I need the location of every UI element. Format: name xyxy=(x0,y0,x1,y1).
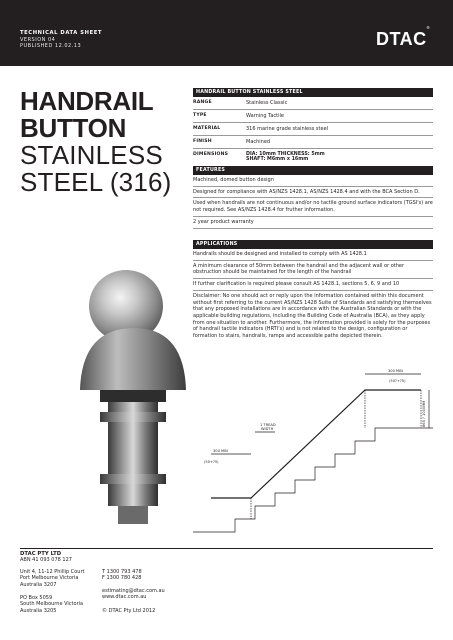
diagram-label-tread-2: WIDTH xyxy=(261,427,274,431)
footer-address xyxy=(20,569,85,588)
doc-published: PUBLISHED 12.02.13 xyxy=(20,43,82,49)
spec-row-type xyxy=(193,110,433,123)
header-bar xyxy=(0,0,453,66)
company-abn: ABN 41 093 078 127 xyxy=(20,557,72,564)
spec-row-range xyxy=(193,97,433,110)
cap-base xyxy=(100,390,166,402)
diagram-label-angle: (50?+?5) xyxy=(389,379,406,383)
dimensions-line-2: SHAFT: M6mm x 16mm xyxy=(246,157,309,162)
spec-value: Stainless Classic xyxy=(246,100,288,106)
disclaimer: Disclaimer: No one should act or reply upon the information contained within this document without first referring to the current AS/NZS 1428 Suite of Standards and satisfying themselves that any proposed installations are in accordance with the Australian Standards or with the applicable building regulations, including the Building Code of Australia (BCA), as they apply from one situation to another. Furthermore, the information provided is solely for the purposes of handrail tactile indicators (HRTI's) and is not related to the design, configuration or formation to stairs, handrails, ramps and accessible paths depicted therein. xyxy=(193,292,432,340)
spec-row-dimensions xyxy=(193,149,433,165)
diagram-label-small: (50+?5) xyxy=(204,460,219,464)
features-section xyxy=(193,166,433,229)
product-title xyxy=(20,88,190,196)
logo-mark: ® xyxy=(426,25,431,30)
lower-ring xyxy=(100,474,166,484)
spec-key: TYPE xyxy=(193,113,207,118)
title-line-3: STAINLESS xyxy=(20,140,163,170)
threaded-shaft xyxy=(108,422,158,474)
logo-text: DTAC xyxy=(376,29,427,49)
dtac-logo xyxy=(376,25,431,50)
spec-row-finish xyxy=(193,136,433,149)
footer-company-block xyxy=(20,551,72,564)
spec-key: DIMENSIONS xyxy=(193,152,229,157)
address-line: Port Melbourne Victoria xyxy=(20,575,79,582)
doc-type: TECHNICAL DATA SHEET xyxy=(20,30,103,36)
email-link[interactable]: estimating@dtac.com.au xyxy=(102,588,165,594)
po-line: South Melbourne Victoria xyxy=(20,601,84,608)
diagram-label-top: 300 MIN xyxy=(388,369,403,373)
footer-copyright: © DTAC Pty Ltd 2012 xyxy=(102,608,156,614)
spec-key: RANGE xyxy=(193,100,212,105)
address-line: Australia 3207 xyxy=(20,581,57,588)
application-item: A minimum clearance of 50mm between the handrail and the adjacent wall or other obstruction should be maintained for the length of the handrail xyxy=(193,261,433,279)
features-heading: FEATURES xyxy=(193,166,433,175)
spec-value: Warning Tactile xyxy=(246,113,285,119)
fax-number: F 1300 780 428 xyxy=(102,575,142,582)
feature-item: Designed for compliance with AS/NZS 1428.1, AS/NZS 1428.4 and with the BCA Section D. xyxy=(193,187,433,199)
title-line-1: HANDRAIL xyxy=(20,86,154,116)
spec-table xyxy=(193,88,433,165)
doc-version: VERSION 04 xyxy=(20,37,56,43)
title-line-4: STEEL (316) xyxy=(20,167,172,197)
application-item: If further clarification is required please consult AS 1428.1, sections 5, 6, 9 and 10 xyxy=(193,279,433,291)
address-line: Unit 4, 11-12 Phillip Court xyxy=(20,569,85,575)
applications-section xyxy=(193,240,433,342)
lower-shaft xyxy=(108,484,158,506)
title-line-2: BUTTON xyxy=(20,113,127,143)
thread-ring xyxy=(100,412,166,422)
footer-online xyxy=(102,588,165,601)
po-line: PO Box 5059 xyxy=(20,595,53,601)
handrail-line xyxy=(211,390,421,498)
po-line: Australia 3205 xyxy=(20,607,57,614)
handrail-button-image xyxy=(78,270,190,532)
spec-value xyxy=(246,152,433,162)
footer-divider xyxy=(20,548,433,549)
application-item: Handrails should be designed and installed to comply with AS 1428.1 xyxy=(193,249,433,261)
spec-row-material xyxy=(193,123,433,136)
spec-heading: HANDRAIL BUTTON STAINLESS STEEL xyxy=(193,88,433,97)
spec-value: Machined xyxy=(246,139,271,145)
dimensions-line-1: DIA: 10mm THICKNESS: 5mm xyxy=(246,152,325,157)
shaft-tip xyxy=(118,506,148,524)
footer-contacts xyxy=(102,569,142,582)
collar xyxy=(108,402,158,412)
feature-item: Machined, domed button design xyxy=(193,175,433,187)
footer-po-box xyxy=(20,595,83,614)
cap-rim xyxy=(80,328,186,390)
diagram-label-height: 865 ? 1000MM xyxy=(422,400,426,427)
feature-item: Used when handrails are not continuous and/or no tactile ground surface indicators (TGSI's) are not required. See AS/NZS 1428.4 for fruther information. xyxy=(193,198,433,216)
diagram-label-left-min: 300 MIN xyxy=(213,449,228,453)
phone-number: T 1300 793 478 xyxy=(102,569,142,575)
applications-heading: APPLICATIONS xyxy=(193,240,433,249)
stair-handrail-diagram xyxy=(193,362,433,537)
feature-item: 2 year product warranty xyxy=(193,217,433,229)
spec-key: MATERIAL xyxy=(193,126,221,131)
stair-steps xyxy=(193,428,433,532)
company-name: DTAC PTY LTD xyxy=(20,551,62,557)
spec-key: FINISH xyxy=(193,139,212,144)
diagram-label-tread: 1 TREAD xyxy=(260,423,276,427)
website-link[interactable]: www.dtac.com.au xyxy=(102,594,147,601)
spec-value: 316 marine grade stainless steel xyxy=(246,126,329,132)
